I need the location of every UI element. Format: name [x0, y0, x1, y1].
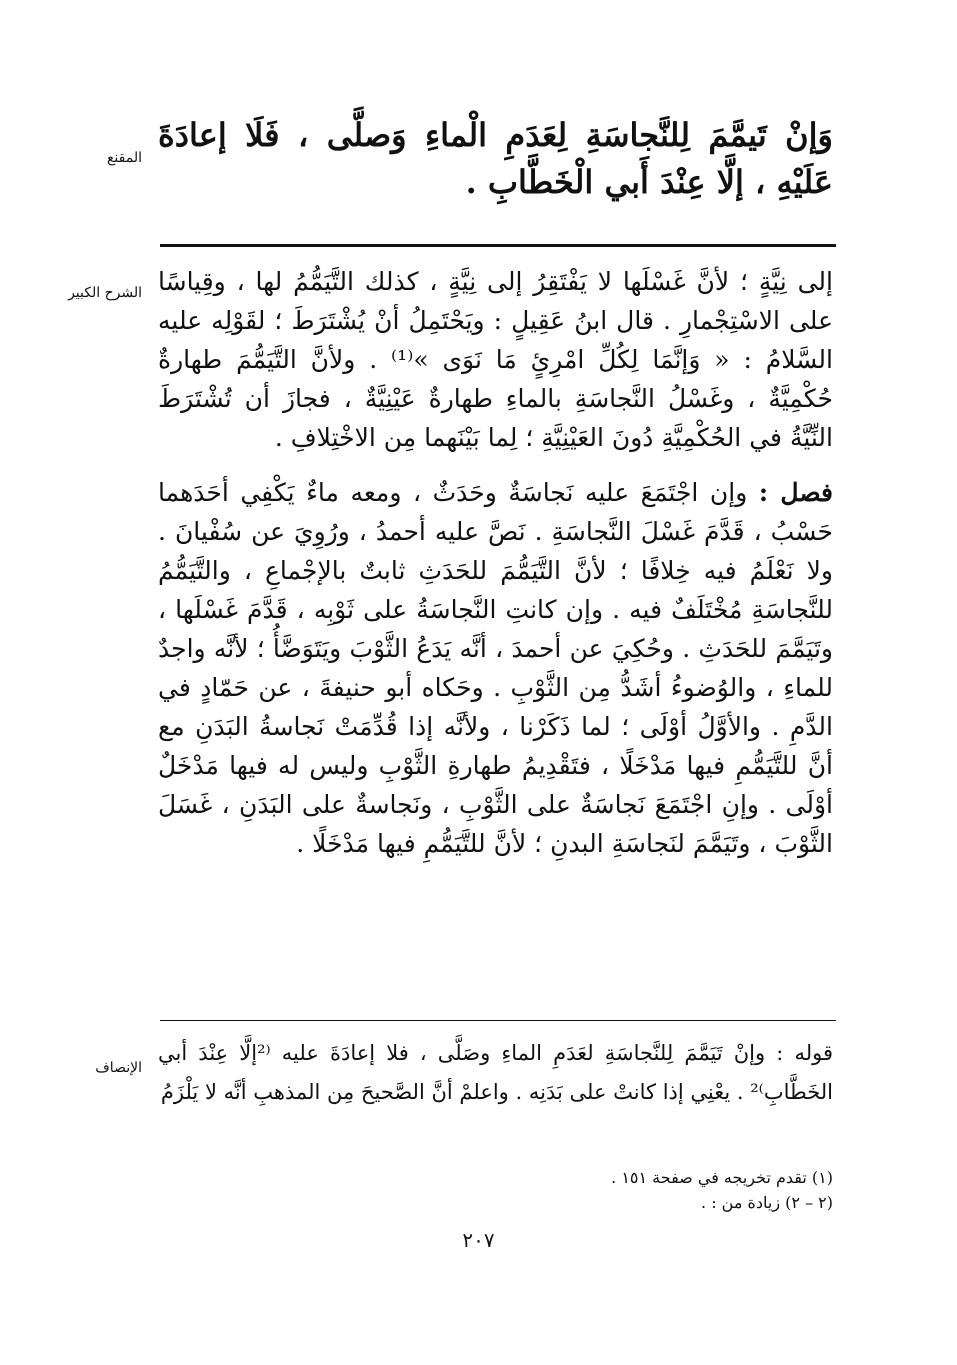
sharh-paragraph-2-body: وإن اجْتَمَعَ عليه نَجاسَةٌ وحَدَثٌ ، ومعه ماءٌ يَكْفِي أحَدَهما حَسْبُ ، قَدَّمَ غَسْلَ النَّجاسَةِ . نَصَّ عليه أحمدُ ، ورُوِيَ عن سُفْيانَ . ولا نَعْلَمُ فيه خِلافًا ؛ لأنَّ التَّيَمُّمَ للحَدَثِ ثابتٌ بالإجْماعِ ، والتَّيَمُّمُ للنَّجاسَةِ مُخْتَلَفٌ فيه . وإن كانتِ النَّجاسَةُ على ثَوْبِه ، قَدَّمَ غَسْلَها ، وتَيَمَّمَ للحَدَثِ . وحُكِيَ عن أحمدَ ، أنَّه يَدَعُ الثَّوْبَ ويَتَوَضَّأُ ؛ لأنَّه واجدٌ للماءِ ، والوُضوءُ أشَدُّ مِن الثَّوْبِ . وحَكاه أبو حنيفةَ ، عن حَمّادٍ في الدَّمِ . والأوَّلُ أوْلَى ؛ لما ذَكَرْنا ، ولأنَّه إذا قُدِّمَتْ نَجاسةُ البَدَنِ مع أنَّ للتَّيَمُّمِ فيها مَدْخَلًا ، فتَقْدِيمُ طهارةِ الثَّوْبِ وليس له فيها مَدْخَلٌ أوْلَى . وإنِ اجْتَمَعَ نَجاسَةٌ على الثَّوْبِ ، ونَجاسةٌ على البَدَنِ ، غَسَلَ الثَّوْبَ ، وتَيَمَّمَ لنَجاسَةِ البدنِ ؛ لأنَّ للتَّيَمُّمِ فيها مَدْخَلًا .: [158, 478, 834, 858]
fasl-heading: فصل :: [758, 478, 833, 507]
footnote-2: (٢ – ٢) زيادة من : .: [701, 1193, 833, 1212]
footnotes: [300, 1165, 833, 1215]
insaf-text: قوله : وإنْ تَيَمَّمَ لِلنَّجاسَةِ لعَدَمِ الماءِ وصَلَّى ، فلا إعادَةَ عليه ⁽²إلَّا عِنْدَ أبي الخَطَّابِ⁾² . يعْنِي إذا كانتْ على بَدَنِه . واعلمْ أنَّ الصَّحيحَ مِن المذهبِ أنَّه لا يَلْزَمُ: [158, 1041, 833, 1104]
sharh-text: [158, 262, 833, 863]
section-label-sharh: الشرح الكبير: [68, 285, 142, 301]
footnote-1: (١) تقدم تخريجه في صفحة ١٥١ .: [611, 1168, 833, 1187]
page-number: ٢٠٧: [462, 1228, 495, 1252]
section-divider-thin: [160, 1020, 836, 1021]
section-label-insaf: الإنصاف: [95, 1060, 142, 1076]
sharh-paragraph-1: إلى نِيَّةٍ ؛ لأنَّ غَسْلَها لا يَفْتَقِرُ إلى نِيَّةٍ ، كذلك التَّيَمُّمُ لها ، وقِياسًا على الاسْتِجْمارِ . قال ابنُ عَقِيلٍ : ويَحْتَمِلُ أنْ يُشْتَرَطَ ؛ لقَوْلِه عليه السَّلامُ : « وَإنَّمَا لِكُلِّ امْرِئٍ مَا نَوَى »⁽¹⁾ . ولأنَّ التَّيَمُّمَ طهارةٌ حُكْمِيَّةٌ ، وغَسْلُ النَّجاسَةِ بالماءِ طهارةٌ عَيْنِيَّةٌ ، فجازَ أن تُشْتَرَطَ النِّيَّةُ في الحُكْمِيَّةِ دُونَ العَيْنِيَّةِ ؛ لِما بَيْنَهما مِن الاخْتِلافِ .: [158, 267, 833, 452]
section-divider-thick: [160, 244, 836, 247]
section-label-muqni: المقنع: [106, 150, 142, 166]
sharh-paragraph-2: [158, 473, 833, 863]
muqni-text: وَإنْ تَيمَّمَ لِلنَّجاسَةِ لِعَدَمِ الْماءِ وَصلَّى ، فَلَا إعادَةَ عَلَيْهِ ، إلَّا عِنْدَ أَبي الْخَطَّابِ .: [158, 116, 833, 201]
